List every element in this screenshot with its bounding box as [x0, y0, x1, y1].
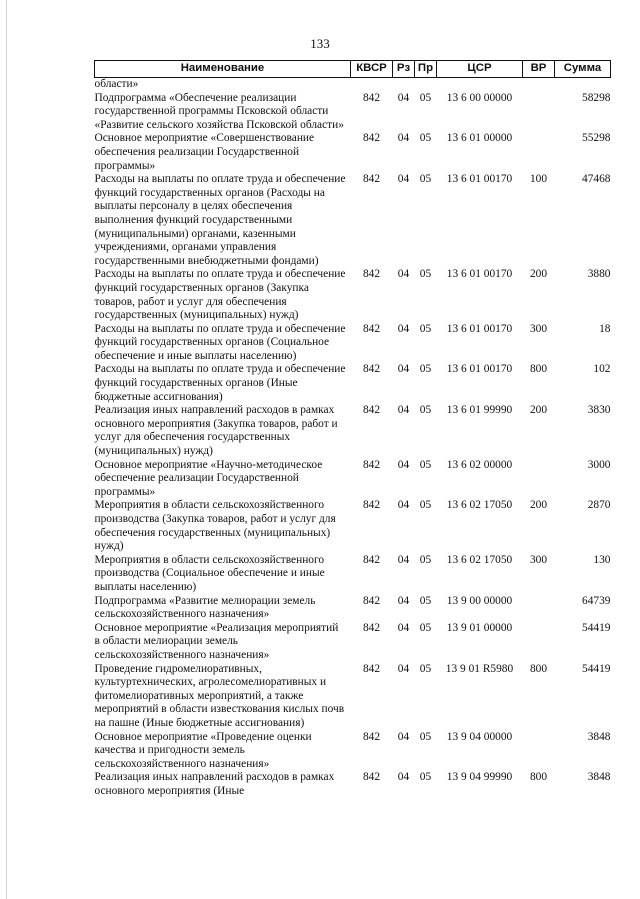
cell-vr: 100: [529, 173, 548, 186]
header-pr: Пр: [415, 61, 437, 78]
cell-vr: 200: [529, 404, 548, 417]
cell-rz: 04: [397, 730, 410, 743]
table-row: [95, 363, 611, 404]
cell-vr: [523, 459, 555, 500]
cell-rz: 04: [397, 458, 410, 471]
cell-vr: [523, 78, 555, 92]
cell-vr: 800: [529, 363, 548, 376]
cell-sum: 54419: [582, 662, 611, 675]
cell-sum: 3848: [587, 771, 611, 784]
budget-table: [94, 60, 611, 798]
header-name: Наименование: [95, 61, 351, 78]
table-row: [95, 92, 611, 133]
table-row: [95, 595, 611, 622]
cell-csr: 13 6 01 00170: [446, 322, 513, 335]
cell-name: Подпрограмма «Обеспечение реализации государственной программы Псковской области «Развитие сельского хозяйства Псковской области»: [94, 91, 344, 131]
table-row: [95, 459, 611, 500]
cell-vr: [523, 622, 555, 663]
cell-pr: 05: [419, 268, 432, 281]
cell-csr: 13 9 00 00000: [446, 594, 513, 607]
cell-pr: 05: [419, 771, 432, 784]
cell-kvsr: 842: [362, 91, 381, 104]
cell-kvsr: 842: [362, 771, 381, 784]
header-kvsr: КВСР: [351, 61, 393, 78]
cell-kvsr: 842: [362, 458, 381, 471]
cell-vr: [523, 731, 555, 772]
cell-name: Основное мероприятие «Научно-методическое обеспечение реализации Государственной программы»: [94, 458, 323, 498]
table-row: [95, 663, 611, 731]
cell-name: Основное мероприятие «Реализация мероприятий в области мелиорации земель сельскохозяйственного назначения»: [94, 621, 339, 661]
cell-csr: 13 6 01 00170: [446, 173, 513, 186]
cell-csr: 13 6 01 00170: [446, 268, 513, 281]
cell-sum: 130: [593, 553, 611, 566]
cell-name: Расходы на выплаты по оплате труда и обеспечение функций государственных органов (Иные бюджетные ассигнования): [94, 363, 346, 403]
cell-vr: 200: [529, 268, 548, 281]
cell-kvsr: 842: [362, 173, 381, 186]
cell-kvsr: 842: [362, 132, 381, 145]
cell-sum: [555, 78, 611, 92]
cell-csr: 13 6 00 00000: [446, 91, 513, 104]
cell-name: Основное мероприятие «Совершенствование обеспечения реализации Государственной программы»: [94, 132, 315, 172]
cell-sum: 2870: [587, 499, 611, 512]
cell-csr: 13 9 01 00000: [446, 621, 513, 634]
cell-kvsr: 842: [362, 594, 381, 607]
cell-kvsr: 842: [362, 268, 381, 281]
cell-rz: 04: [397, 322, 410, 335]
page-number: 133: [310, 36, 330, 51]
cell-name: Расходы на выплаты по оплате труда и обеспечение функций государственных органов (Расходы на выплаты персоналу в целях обеспечения выполнения функций государственными (муниципальными) органами, казенными учреждениями, органами управления государственными внебюджетными фондами): [94, 173, 346, 267]
table-row: [95, 173, 611, 268]
cell-kvsr: 842: [362, 499, 381, 512]
cell-kvsr: [351, 78, 393, 92]
cell-name: Основное мероприятие «Проведение оценки качества и пригодности земель сельскохозяйственного назначения»: [94, 730, 312, 770]
cell-vr: 300: [529, 553, 548, 566]
table-row: [95, 499, 611, 553]
cell-sum: 47468: [582, 173, 611, 186]
table-body: [95, 78, 611, 799]
cell-rz: 04: [397, 499, 410, 512]
cell-sum: 64739: [582, 594, 611, 607]
cell-rz: 04: [397, 91, 410, 104]
cell-csr: 13 6 02 17050: [446, 553, 513, 566]
cell-rz: 04: [397, 594, 410, 607]
table-row: [95, 731, 611, 772]
cell-rz: 04: [397, 173, 410, 186]
cell-rz: 04: [397, 621, 410, 634]
cell-name: Реализация иных направлений расходов в рамках основного мероприятия (Закупка товаров, работ и услуг для обеспечения государственных (муниципальных) нужд): [94, 404, 338, 458]
cell-kvsr: 842: [362, 621, 381, 634]
cell-sum: 18: [599, 322, 611, 335]
cell-rz: 04: [397, 132, 410, 145]
cell-vr: 300: [529, 322, 548, 335]
table-row: [95, 554, 611, 595]
cell-pr: 05: [419, 322, 432, 335]
cell-rz: [393, 78, 415, 92]
cell-csr: 13 9 01 R5980: [445, 662, 514, 675]
cell-kvsr: 842: [362, 553, 381, 566]
table-row: [95, 132, 611, 173]
cell-kvsr: 842: [362, 363, 381, 376]
header-rz: Рз: [393, 61, 415, 78]
cell-csr: [437, 78, 523, 92]
cell-rz: 04: [397, 404, 410, 417]
cell-pr: 05: [419, 404, 432, 417]
cell-name: Мероприятия в области сельскохозяйственного производства (Закупка товаров, работ и услуг для обеспечения государственных (муниципальных) нужд): [94, 499, 336, 553]
cell-vr: 800: [529, 662, 548, 675]
cell-rz: 04: [397, 363, 410, 376]
cell-pr: 05: [419, 173, 432, 186]
cell-csr: 13 6 02 17050: [446, 499, 513, 512]
cell-vr: 200: [529, 499, 548, 512]
cell-pr: 05: [419, 132, 432, 145]
cell-csr: 13 9 04 99990: [446, 771, 513, 784]
cell-sum: 55298: [582, 132, 611, 145]
cell-csr: 13 6 02 00000: [446, 458, 513, 471]
cell-name: Расходы на выплаты по оплате труда и обеспечение функций государственных органов (Закупка товаров, работ и услуг для обеспечения государственных (муниципальных) нужд): [94, 268, 346, 322]
cell-pr: 05: [419, 553, 432, 566]
table-header-row: [95, 61, 611, 78]
cell-sum: 54419: [582, 621, 611, 634]
cell-sum: 3830: [587, 404, 611, 417]
cell-pr: 05: [419, 662, 432, 675]
cell-pr: 05: [419, 594, 432, 607]
cell-pr: 05: [419, 730, 432, 743]
header-sum: Сумма: [555, 61, 611, 78]
cell-csr: 13 6 01 00000: [446, 132, 513, 145]
cell-vr: 800: [529, 771, 548, 784]
table-row: [95, 771, 611, 798]
scan-edge-line: [6, 0, 7, 899]
cell-sum: 102: [593, 363, 611, 376]
cell-name: Мероприятия в области сельскохозяйственного производства (Социальное обеспечение и иные выплаты населению): [94, 553, 325, 593]
cell-pr: 05: [419, 363, 432, 376]
table-row: [95, 323, 611, 364]
cell-vr: [523, 92, 555, 133]
table-row: [95, 404, 611, 458]
cell-kvsr: 842: [362, 662, 381, 675]
cell-rz: 04: [397, 662, 410, 675]
header-vr: ВР: [523, 61, 555, 78]
cell-rz: 04: [397, 771, 410, 784]
cell-vr: [523, 132, 555, 173]
cell-rz: 04: [397, 268, 410, 281]
cell-name: Подпрограмма «Развитие мелиорации земель сельскохозяйственного назначения»: [94, 594, 316, 621]
cell-kvsr: 842: [362, 730, 381, 743]
cell-kvsr: 842: [362, 404, 381, 417]
cell-csr: 13 9 04 00000: [446, 730, 513, 743]
cell-rz: 04: [397, 553, 410, 566]
cell-pr: 05: [419, 458, 432, 471]
cell-pr: 05: [419, 621, 432, 634]
cell-sum: 3880: [587, 268, 611, 281]
cell-pr: [415, 78, 437, 92]
cell-pr: 05: [419, 91, 432, 104]
cell-csr: 13 6 01 99990: [446, 404, 513, 417]
cell-pr: 05: [419, 499, 432, 512]
cell-name: Расходы на выплаты по оплате труда и обеспечение функций государственных органов (Социальное обеспечение и иные выплаты населению): [94, 322, 346, 362]
cell-sum: 3000: [587, 458, 611, 471]
table-row: [95, 622, 611, 663]
cell-name: Реализация иных направлений расходов в рамках основного мероприятия (Иные: [94, 771, 335, 797]
cell-kvsr: 842: [362, 322, 381, 335]
cell-name: области»: [94, 78, 139, 90]
table-row: [95, 78, 611, 92]
cell-vr: [523, 595, 555, 622]
cell-csr: 13 6 01 00170: [446, 363, 513, 376]
cell-name: Проведение гидромелиоративных, культуртехнических, агролесомелиоративных и фитомелиоративных мероприятий, а также мероприятий в области известкования кислых почв на пашне (Иные бюджетные ассигнования): [94, 662, 345, 729]
cell-sum: 58298: [582, 91, 611, 104]
header-csr: ЦСР: [437, 61, 523, 78]
cell-sum: 3848: [587, 730, 611, 743]
table-row: [95, 268, 611, 322]
